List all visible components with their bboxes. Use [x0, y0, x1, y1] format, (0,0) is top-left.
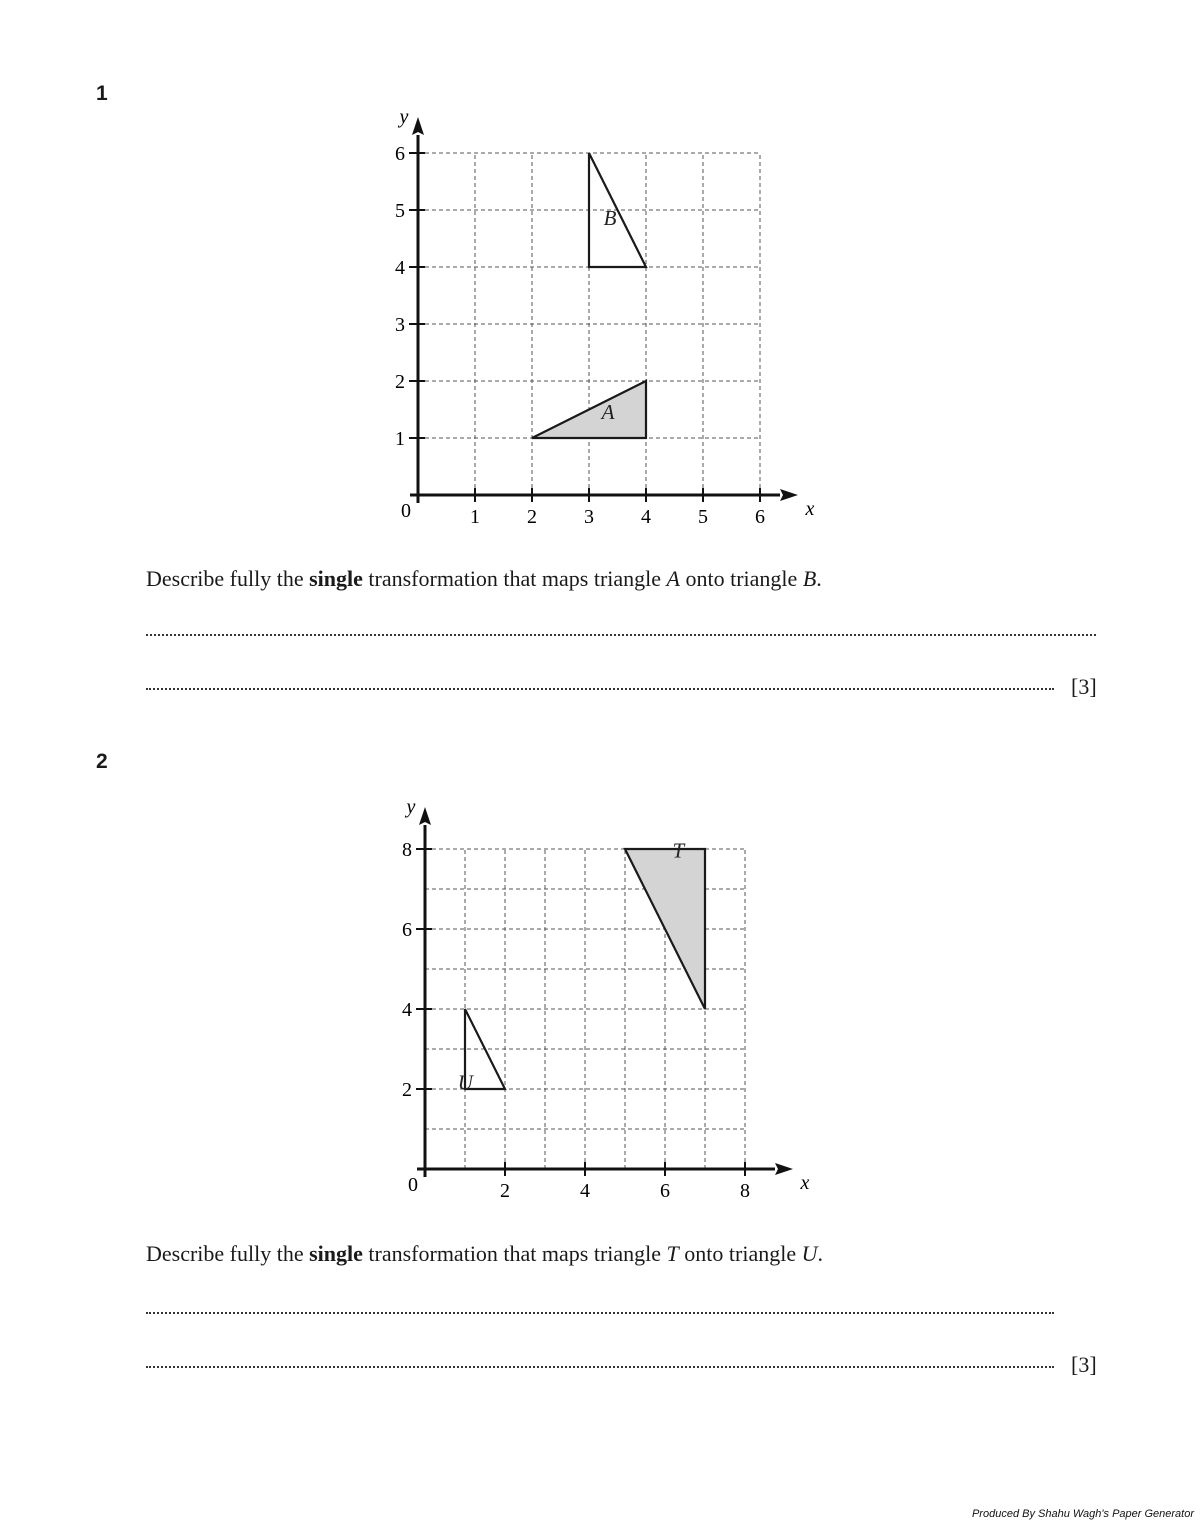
footer-credit: Produced By Shahu Wagh's Paper Generator: [971, 1508, 1194, 1520]
y-tick-label: 8: [402, 839, 412, 861]
answer-line[interactable]: [146, 1312, 1054, 1314]
y-axis-label: y: [406, 796, 416, 818]
y-tick-label: 5: [395, 200, 405, 222]
x-tick-label: 2: [527, 506, 537, 528]
y-tick-label: 2: [402, 1079, 412, 1101]
y-axis-label: y: [399, 106, 409, 128]
marks-label: [3]: [1071, 674, 1097, 699]
x-tick-label: 8: [740, 1180, 750, 1202]
x-tick-label: 6: [660, 1180, 670, 1202]
x-axis-label: x: [805, 498, 815, 520]
y-tick-label: 1: [395, 428, 405, 450]
x-axis-label: x: [800, 1172, 810, 1194]
question-number: 2: [96, 750, 108, 773]
triangle-label: U: [457, 1070, 473, 1095]
y-tick-label: 3: [395, 314, 405, 336]
y-tick-label: 6: [395, 143, 405, 165]
y-tick-label: 2: [395, 371, 405, 393]
origin-label: 0: [401, 500, 411, 522]
x-axis-arrow-icon: [775, 1163, 793, 1175]
x-tick-label: 6: [755, 506, 765, 528]
x-tick-label: 3: [584, 506, 594, 528]
y-tick-label: 4: [395, 257, 405, 279]
x-tick-label: 2: [500, 1180, 510, 1202]
triangle-label: A: [601, 400, 615, 424]
question-prompt: Describe fully the single transformation that maps triangle T onto triangle U.: [146, 1241, 823, 1266]
y-tick-label: 4: [402, 999, 412, 1021]
marks-label: [3]: [1071, 1352, 1097, 1377]
x-tick-label: 1: [470, 506, 480, 528]
x-tick-label: 5: [698, 506, 708, 528]
x-tick-label: 4: [641, 506, 651, 528]
question-number: 1: [96, 82, 108, 105]
y-tick-label: 6: [402, 919, 412, 941]
y-axis-arrow-icon: [419, 807, 431, 825]
x-tick-label: 4: [580, 1180, 590, 1202]
origin-label: 0: [408, 1174, 418, 1196]
triangle-label: T: [672, 838, 685, 863]
answer-line[interactable]: [146, 1366, 1054, 1368]
question-prompt: Describe fully the single transformation that maps triangle A onto triangle B.: [146, 566, 822, 591]
triangle-label: B: [603, 206, 617, 230]
